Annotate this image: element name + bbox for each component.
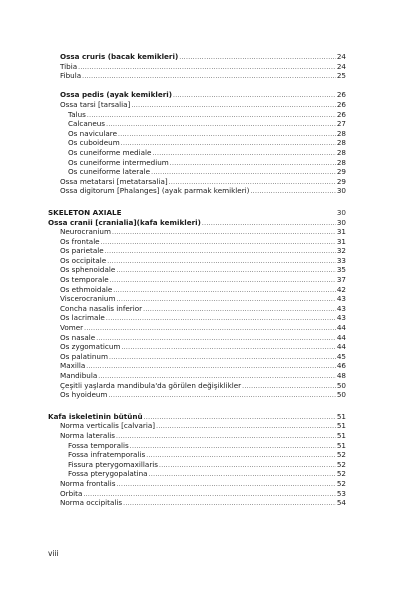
toc-entry[interactable]	[48, 323, 346, 333]
toc-entry-page: 54	[336, 498, 346, 508]
toc-entry-page: 24	[336, 61, 346, 71]
toc-entry-page: 32	[336, 246, 346, 256]
toc-entry[interactable]	[48, 218, 346, 228]
dot-leader	[84, 324, 336, 334]
toc-entry-title: Os nasale	[60, 332, 96, 342]
dot-leader	[202, 219, 336, 229]
toc-entry-page: 53	[336, 488, 346, 498]
toc-entry-title: Os parietale	[60, 246, 104, 256]
toc-entry[interactable]	[48, 227, 346, 237]
toc-entry[interactable]	[48, 158, 346, 168]
dot-leader	[112, 228, 336, 238]
toc-entry[interactable]	[48, 237, 346, 247]
toc-entry[interactable]	[48, 361, 346, 371]
dot-leader	[250, 187, 335, 197]
toc-entry-page: 33	[336, 255, 346, 265]
dot-leader	[105, 247, 336, 257]
section-gap	[48, 400, 346, 412]
toc-entry[interactable]	[48, 431, 346, 441]
toc-entry-page: 51	[336, 411, 346, 421]
toc-entry-title: Fossa pterygopalatina	[68, 469, 148, 479]
toc-entry[interactable]	[48, 110, 346, 120]
toc-entry[interactable]	[48, 62, 346, 72]
dot-leader	[110, 276, 336, 286]
toc-entry-page: 37	[336, 275, 346, 285]
toc-entry-page: 52	[336, 469, 346, 479]
dot-leader	[117, 480, 336, 490]
toc-entry-title: Norma occipitalis	[60, 498, 123, 508]
toc-entry-title: Ossa tarsi [tarsalia]	[60, 99, 131, 109]
dot-leader	[106, 120, 336, 130]
toc-entry-page: 29	[336, 176, 346, 186]
table-of-contents	[48, 52, 346, 508]
toc-entry-title: Os zygomaticum	[60, 342, 121, 352]
dot-leader	[113, 286, 336, 296]
toc-entry-title: Os ethmoidale	[60, 284, 113, 294]
section-gap	[48, 196, 346, 208]
section-gap	[48, 81, 346, 91]
dot-leader	[96, 334, 336, 344]
toc-entry-title: Os cuneiforme mediale	[68, 147, 152, 157]
toc-entry-title: Çeşitli yaşlarda mandibula'da görülen değişiklikler	[60, 380, 242, 390]
toc-entry-title: Tibia	[60, 61, 78, 71]
toc-entry-page: 45	[336, 351, 346, 361]
toc-entry-page: 50	[336, 380, 346, 390]
toc-entry-page: 30	[336, 207, 346, 217]
toc-entry-title: Ossa cruris (bacak kemikleri)	[60, 52, 179, 61]
dot-leader	[109, 353, 336, 363]
toc-entry-title: SKELETON AXIALE	[48, 207, 122, 217]
toc-entry[interactable]	[48, 469, 346, 479]
dot-leader	[118, 130, 336, 140]
toc-entry-page: 28	[336, 157, 346, 167]
toc-entry-title: Os occipitale	[60, 255, 107, 265]
toc-entry-page: 46	[336, 361, 346, 371]
toc-entry[interactable]	[48, 313, 346, 323]
toc-entry-page: 30	[336, 217, 346, 227]
toc-entry[interactable]	[48, 412, 346, 422]
toc-entry[interactable]	[48, 167, 346, 177]
dot-leader	[156, 422, 336, 432]
toc-entry-title: Fossa infratemporalis	[68, 450, 146, 460]
dot-leader	[86, 362, 336, 372]
toc-entry[interactable]	[48, 421, 346, 431]
dot-leader	[159, 461, 336, 471]
toc-entry-title: Mandibula	[60, 371, 98, 380]
dot-leader	[82, 72, 336, 82]
toc-entry-page: 25	[336, 71, 346, 81]
dot-leader	[130, 442, 336, 452]
toc-entry[interactable]	[48, 333, 346, 343]
dot-leader	[144, 413, 336, 423]
toc-entry-page: 50	[336, 390, 346, 400]
dot-leader	[121, 343, 335, 353]
dot-leader	[170, 159, 336, 169]
toc-entry[interactable]	[48, 390, 346, 400]
dot-leader	[116, 432, 336, 442]
dot-leader	[121, 139, 336, 149]
toc-entry-title: Orbita	[60, 488, 83, 498]
toc-entry-page: 42	[336, 284, 346, 294]
toc-entry[interactable]	[48, 138, 346, 148]
toc-entry[interactable]	[48, 371, 346, 381]
dot-leader	[78, 63, 336, 73]
dot-leader	[123, 499, 336, 509]
toc-entry-page: 43	[336, 294, 346, 304]
toc-entry[interactable]	[48, 208, 346, 218]
toc-entry[interactable]	[48, 119, 346, 129]
dot-leader	[131, 101, 335, 111]
toc-entry-title: Os cuboideum	[68, 138, 120, 148]
toc-entry-page: 51	[336, 430, 346, 440]
toc-entry-title: Vomer	[60, 323, 84, 333]
toc-entry-title: Os naviculare	[68, 128, 118, 138]
toc-entry[interactable]	[48, 489, 346, 499]
toc-entry[interactable]	[48, 186, 346, 196]
toc-entry-page: 24	[336, 52, 346, 61]
toc-entry-page: 28	[336, 138, 346, 148]
dot-leader	[143, 305, 336, 315]
page-number: viii	[48, 549, 59, 558]
toc-entry[interactable]	[48, 342, 346, 352]
toc-entry-page: 26	[336, 109, 346, 119]
toc-entry[interactable]	[48, 294, 346, 304]
toc-entry[interactable]	[48, 479, 346, 489]
toc-entry-title: Maxilla	[60, 361, 86, 371]
toc-entry-title: Ossa digitorum [Phalanges] (ayak parmak kemikleri)	[60, 186, 250, 196]
dot-leader	[173, 91, 336, 101]
toc-entry[interactable]	[48, 71, 346, 81]
dot-leader	[101, 238, 336, 248]
dot-leader	[151, 168, 336, 178]
dot-leader	[106, 314, 336, 324]
dot-leader	[107, 257, 336, 267]
toc-entry[interactable]	[48, 246, 346, 256]
dot-leader	[242, 382, 336, 392]
toc-entry-page: 26	[336, 90, 346, 100]
toc-entry[interactable]	[48, 285, 346, 295]
toc-entry[interactable]	[48, 256, 346, 266]
toc-entry[interactable]	[48, 177, 346, 187]
toc-entry-page: 52	[336, 478, 346, 488]
toc-entry-title: Neurocranium	[60, 227, 111, 237]
toc-entry-title: Os hyoideum	[60, 390, 108, 400]
toc-entry-page: 31	[336, 236, 346, 246]
dot-leader	[179, 53, 336, 63]
toc-entry-title: Viscerocranium	[60, 294, 116, 304]
toc-entry-title: Norma verticalis [calvaria]	[60, 421, 156, 431]
toc-entry[interactable]	[48, 129, 346, 139]
toc-entry-page: 44	[336, 323, 346, 333]
toc-entry[interactable]	[48, 352, 346, 362]
toc-entry-title: Os palatinum	[60, 351, 108, 361]
toc-entry[interactable]	[48, 52, 346, 62]
toc-entry-title: Ossa pedis (ayak kemikleri)	[60, 90, 172, 100]
toc-entry-page: 28	[336, 128, 346, 138]
toc-entry-title: Os frontale	[60, 236, 100, 246]
toc-entry-page: 26	[336, 99, 346, 109]
toc-entry[interactable]	[48, 275, 346, 285]
toc-entry-page: 44	[336, 342, 346, 352]
dot-leader	[146, 451, 336, 461]
toc-entry[interactable]	[48, 304, 346, 314]
toc-entry-title: Concha nasalis inferior	[60, 303, 143, 313]
toc-entry[interactable]	[48, 498, 346, 508]
toc-entry-page: 44	[336, 332, 346, 342]
toc-entry-page: 52	[336, 450, 346, 460]
dot-leader	[108, 391, 335, 401]
toc-entry-page: 31	[336, 227, 346, 237]
toc-entry[interactable]	[48, 265, 346, 275]
toc-entry-title: Fibula	[60, 71, 82, 81]
toc-entry-page: 48	[336, 371, 346, 380]
toc-entry-title: Ossa metatarsi [metatarsalia]	[60, 176, 168, 186]
toc-entry-page: 30	[336, 186, 346, 196]
toc-entry-page: 51	[336, 421, 346, 431]
toc-entry[interactable]	[48, 100, 346, 110]
toc-entry-page: 28	[336, 147, 346, 157]
toc-entry-title: Os lacrimale	[60, 313, 105, 323]
toc-entry[interactable]	[48, 381, 346, 391]
toc-entry[interactable]	[48, 148, 346, 158]
toc-entry-page: 43	[336, 313, 346, 323]
dot-leader	[116, 266, 336, 276]
toc-entry-title: Os temporale	[60, 275, 109, 285]
toc-entry-page: 35	[336, 265, 346, 275]
toc-entry-title: Fissura pterygomaxillaris	[68, 459, 159, 469]
toc-entry-title: Norma lateralis	[60, 430, 116, 440]
toc-entry[interactable]	[48, 90, 346, 100]
toc-entry-page: 52	[336, 459, 346, 469]
dot-leader	[149, 470, 336, 480]
dot-leader	[117, 295, 336, 305]
toc-entry-title: Fossa temporalis	[68, 440, 129, 450]
toc-entry-page: 43	[336, 303, 346, 313]
toc-entry-title: Ossa cranii [cranialia](kafa kemikleri)	[48, 217, 201, 227]
dot-leader	[87, 111, 336, 121]
toc-entry-title: Os sphenoidale	[60, 265, 116, 275]
toc-entry-title: Os cuneiforme laterale	[68, 167, 151, 177]
toc-entry-page: 51	[336, 440, 346, 450]
toc-entry[interactable]	[48, 450, 346, 460]
toc-entry-title: Norma frontalis	[60, 478, 116, 488]
toc-entry-title: Calcaneus	[68, 119, 106, 129]
toc-entry-title: Kafa iskeletinin bütünü	[48, 411, 143, 421]
toc-entry-title: Talus	[68, 109, 86, 119]
toc-entry[interactable]	[48, 460, 346, 470]
dot-leader	[152, 149, 335, 159]
toc-entry[interactable]	[48, 441, 346, 451]
toc-entry-page: 29	[336, 167, 346, 177]
toc-entry-title: Os cuneiforme intermedium	[68, 157, 169, 167]
toc-entry-page: 27	[336, 119, 346, 129]
